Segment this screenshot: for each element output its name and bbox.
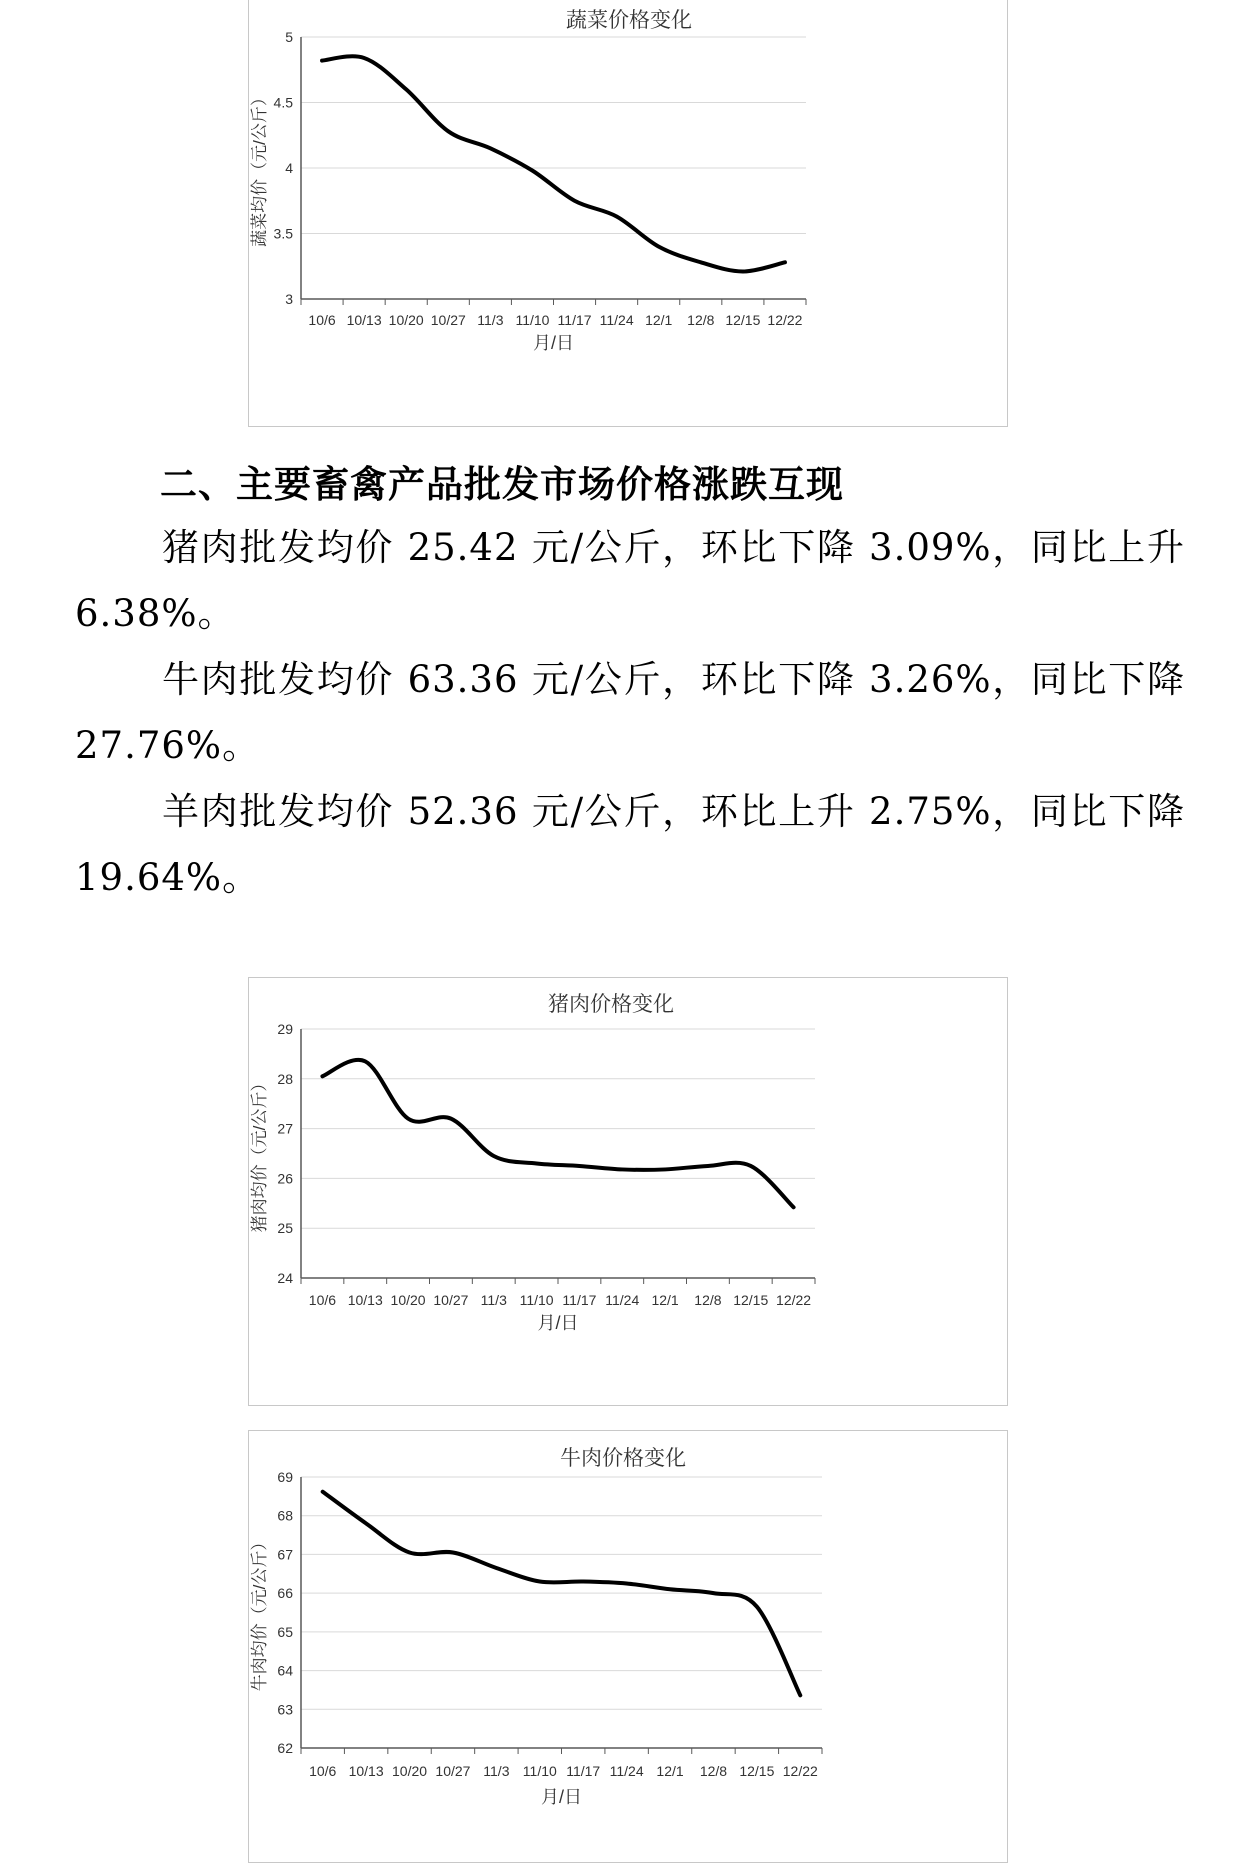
y-tick-label: 68 bbox=[277, 1507, 293, 1524]
beef-price-paragraph: 牛肉批发均价 63.36 元/公斤，环比下降 3.26%，同比下降 27.76%。 bbox=[75, 658, 1185, 767]
y-tick-label: 24 bbox=[277, 1270, 293, 1286]
y-axis-label: 牛肉均价（元/公斤） bbox=[250, 1533, 269, 1692]
vegetable-price-chart bbox=[248, 0, 1008, 427]
x-tick-label: 12/8 bbox=[687, 312, 715, 328]
vegetable-chart-svg bbox=[249, 0, 1007, 426]
chart-title: 猪肉价格变化 bbox=[548, 992, 674, 1016]
y-tick-label: 67 bbox=[277, 1546, 293, 1563]
x-tick-label: 10/13 bbox=[346, 312, 382, 328]
x-tick-label: 12/15 bbox=[739, 1763, 775, 1779]
x-tick-label: 12/1 bbox=[651, 1292, 679, 1308]
x-tick-label: 11/24 bbox=[605, 1292, 640, 1308]
x-tick-label: 11/10 bbox=[515, 312, 550, 328]
x-tick-labels bbox=[309, 1763, 818, 1779]
x-axis-label: 月/日 bbox=[532, 333, 575, 353]
pork-price-paragraph: 猪肉批发均价 25.42 元/公斤，环比下降 3.09%，同比上升 6.38%。 bbox=[75, 526, 1185, 635]
beef-chart-svg bbox=[249, 1431, 1007, 1862]
x-tick-label: 12/8 bbox=[694, 1292, 722, 1308]
x-tick-label: 12/1 bbox=[645, 312, 673, 328]
section-heading: 二、主要畜禽产品批发市场价格涨跌互现 bbox=[160, 463, 844, 506]
pork-chart-svg bbox=[249, 978, 1007, 1405]
x-tick-label: 12/22 bbox=[782, 1763, 818, 1779]
y-tick-label: 25 bbox=[277, 1220, 293, 1237]
y-tick-label: 29 bbox=[277, 1021, 293, 1037]
x-tick-label: 11/24 bbox=[609, 1763, 644, 1779]
y-tick-label: 27 bbox=[277, 1120, 293, 1137]
x-tick-label: 10/20 bbox=[388, 312, 424, 328]
x-tick-label: 10/27 bbox=[433, 1292, 469, 1308]
chart-title: 蔬菜价格变化 bbox=[566, 8, 692, 32]
y-tick-label: 66 bbox=[277, 1585, 293, 1602]
x-tick-label: 11/17 bbox=[557, 312, 592, 328]
y-tick-labels bbox=[277, 1021, 293, 1286]
x-tick-label: 10/6 bbox=[309, 1763, 337, 1779]
x-tick-label: 10/27 bbox=[430, 312, 466, 328]
y-tick-label: 3.5 bbox=[273, 225, 293, 242]
y-tick-label: 4 bbox=[285, 160, 293, 176]
x-tick-label: 11/24 bbox=[599, 312, 634, 328]
y-tick-labels bbox=[277, 1469, 293, 1756]
x-tick-label: 10/6 bbox=[308, 1292, 337, 1308]
x-tick-label: 12/8 bbox=[699, 1763, 728, 1779]
y-tick-label: 63 bbox=[277, 1701, 293, 1718]
x-tick-label: 12/15 bbox=[733, 1292, 769, 1308]
x-axis-label: 月/日 bbox=[537, 1313, 579, 1333]
x-tick-label: 12/22 bbox=[776, 1292, 812, 1308]
pork-price-line bbox=[322, 1060, 793, 1207]
x-tick-label: 11/3 bbox=[483, 1763, 510, 1779]
x-tick-label: 10/13 bbox=[347, 1292, 383, 1308]
y-axis-label: 猪肉均价（元/公斤） bbox=[250, 1074, 269, 1233]
y-tick-label: 4.5 bbox=[273, 94, 293, 111]
gridlines bbox=[301, 37, 806, 305]
y-tick-label: 5 bbox=[285, 29, 293, 45]
x-tick-labels bbox=[309, 1292, 812, 1308]
y-tick-label: 26 bbox=[277, 1170, 293, 1187]
x-tick-label: 10/13 bbox=[348, 1763, 384, 1779]
y-axis-label: 蔬菜均价（元/公斤） bbox=[250, 89, 269, 247]
y-tick-labels bbox=[274, 29, 294, 307]
mutton-price-paragraph: 羊肉批发均价 52.36 元/公斤，环比上升 2.75%，同比下降 19.64%。 bbox=[75, 790, 1185, 899]
x-tick-label: 11/3 bbox=[480, 1292, 507, 1308]
x-tick-label: 11/10 bbox=[522, 1763, 557, 1779]
x-tick-label: 12/22 bbox=[767, 312, 803, 328]
x-tick-label: 11/3 bbox=[477, 312, 504, 328]
pork-price-chart bbox=[248, 977, 1008, 1406]
x-axis-label: 月/日 bbox=[540, 1787, 583, 1807]
y-tick-label: 65 bbox=[277, 1623, 293, 1640]
vegetable-price-line bbox=[322, 56, 785, 271]
x-tick-label: 10/20 bbox=[390, 1292, 426, 1308]
x-tick-label: 11/10 bbox=[519, 1292, 554, 1308]
chart-title: 牛肉价格变化 bbox=[560, 1446, 686, 1470]
y-tick-label: 64 bbox=[277, 1662, 293, 1679]
gridlines bbox=[301, 1477, 822, 1754]
x-tick-label: 10/27 bbox=[435, 1763, 471, 1779]
x-tick-label: 12/1 bbox=[656, 1763, 684, 1779]
x-tick-label: 10/6 bbox=[308, 312, 336, 328]
gridlines bbox=[301, 1029, 815, 1284]
x-tick-labels bbox=[308, 312, 802, 328]
y-tick-label: 62 bbox=[277, 1740, 293, 1756]
x-tick-label: 10/20 bbox=[392, 1763, 428, 1779]
x-tick-label: 11/17 bbox=[562, 1292, 597, 1308]
x-tick-label: 12/15 bbox=[725, 312, 761, 328]
y-tick-label: 3 bbox=[285, 291, 293, 307]
y-tick-label: 69 bbox=[277, 1469, 293, 1485]
beef-price-chart bbox=[248, 1430, 1008, 1863]
y-tick-label: 28 bbox=[277, 1070, 293, 1087]
x-tick-label: 11/17 bbox=[566, 1763, 601, 1779]
